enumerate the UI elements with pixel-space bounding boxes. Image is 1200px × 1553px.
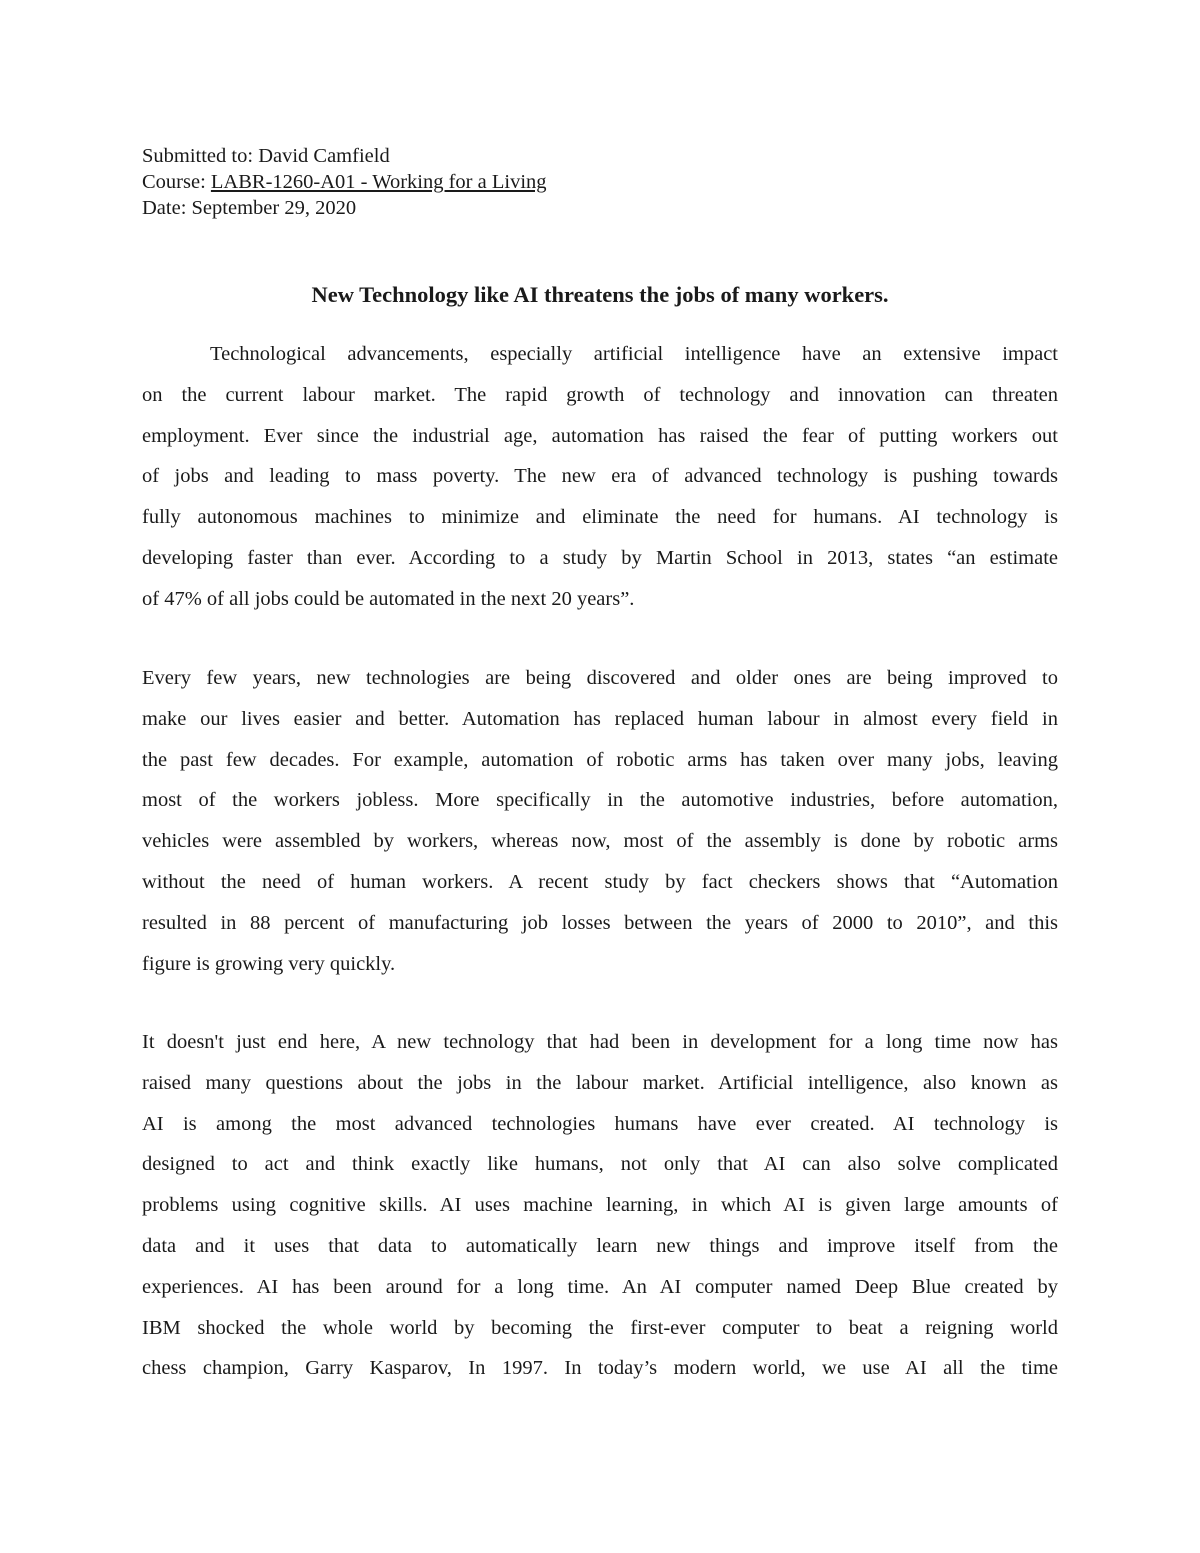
date-value: September 29, 2020 — [191, 197, 357, 219]
paragraph-line: It doesn't just end here, A new technology that had been in development for a long time now has — [142, 1031, 1058, 1053]
course-value: LABR-1260-A01 - Working for a Living — [210, 171, 547, 193]
paragraph-line: Every few years, new technologies are being discovered and older ones are being improved to — [142, 667, 1058, 689]
paragraph-line: the past few decades. For example, automation of robotic arms has taken over many jobs, leaving — [142, 748, 1058, 771]
paragraph-line: experiences. AI has been around for a long time. An AI computer named Deep Blue created by — [142, 1275, 1058, 1298]
paragraph-2 — [142, 658, 1058, 984]
paragraph-line: without the need of human workers. A recent study by fact checkers shows that “Automation — [142, 870, 1058, 893]
paragraph-line: most of the workers jobless. More specifically in the automotive industries, before automation, — [142, 789, 1058, 812]
paragraph-line: AI is among the most advanced technologies humans have ever created. AI technology is — [142, 1112, 1058, 1135]
paragraph-line: data and it uses that data to automatically learn new things and improve itself from the — [142, 1234, 1058, 1257]
paragraph-3 — [142, 1022, 1058, 1389]
paragraph-line: raised many questions about the jobs in the labour market. Artificial intelligence, also known as — [142, 1071, 1058, 1094]
paragraph-line: make our lives easier and better. Automation has replaced human labour in almost every field in — [142, 707, 1058, 730]
paragraph-line: fully autonomous machines to minimize and eliminate the need for humans. AI technology is — [142, 506, 1058, 529]
course-line — [142, 169, 547, 195]
paragraph-line: chess champion, Garry Kasparov, In 1997. In today’s modern world, we use AI all the time — [142, 1357, 1058, 1380]
document-title: New Technology like AI threatens the jobs of many workers. — [311, 282, 889, 307]
paragraph-line: resulted in 88 percent of manufacturing job losses between the years of 2000 to 2010”, and this — [142, 911, 1058, 934]
document-header — [142, 143, 547, 221]
date-label: Date: — [142, 197, 192, 219]
paragraph-line: of 47% of all jobs could be automated in the next 20 years”. — [142, 587, 635, 610]
paragraph-line: on the current labour market. The rapid growth of technology and innovation can threaten — [142, 383, 1058, 406]
paragraph-line: Technological advancements, especially artificial intelligence have an extensive impact — [210, 343, 1058, 365]
submitted-to-label: Submitted to: — [142, 145, 259, 167]
paragraph-line: figure is growing very quickly. — [142, 952, 396, 975]
submitted-to-line — [142, 143, 547, 169]
submitted-to-value: David Camfield — [258, 145, 390, 167]
paragraph-line: of jobs and leading to mass poverty. The new era of advanced technology is pushing towards — [142, 465, 1058, 488]
paragraph-line: problems using cognitive skills. AI uses machine learning, in which AI is given large amounts of — [142, 1194, 1058, 1217]
paragraph-line: vehicles were assembled by workers, whereas now, most of the assembly is done by robotic arms — [142, 830, 1058, 853]
paragraph-line: IBM shocked the whole world by becoming the first-ever computer to beat a reigning world — [142, 1316, 1058, 1339]
course-label: Course: — [142, 171, 211, 193]
paragraph-line: designed to act and think exactly like humans, not only that AI can also solve complicated — [142, 1153, 1058, 1176]
paragraph-line: developing faster than ever. According to a study by Martin School in 2013, states “an estimate — [142, 546, 1058, 569]
paragraph-line: employment. Ever since the industrial age, automation has raised the fear of putting workers out — [142, 424, 1058, 447]
paragraph-1 — [142, 334, 1058, 620]
date-line — [142, 195, 547, 221]
